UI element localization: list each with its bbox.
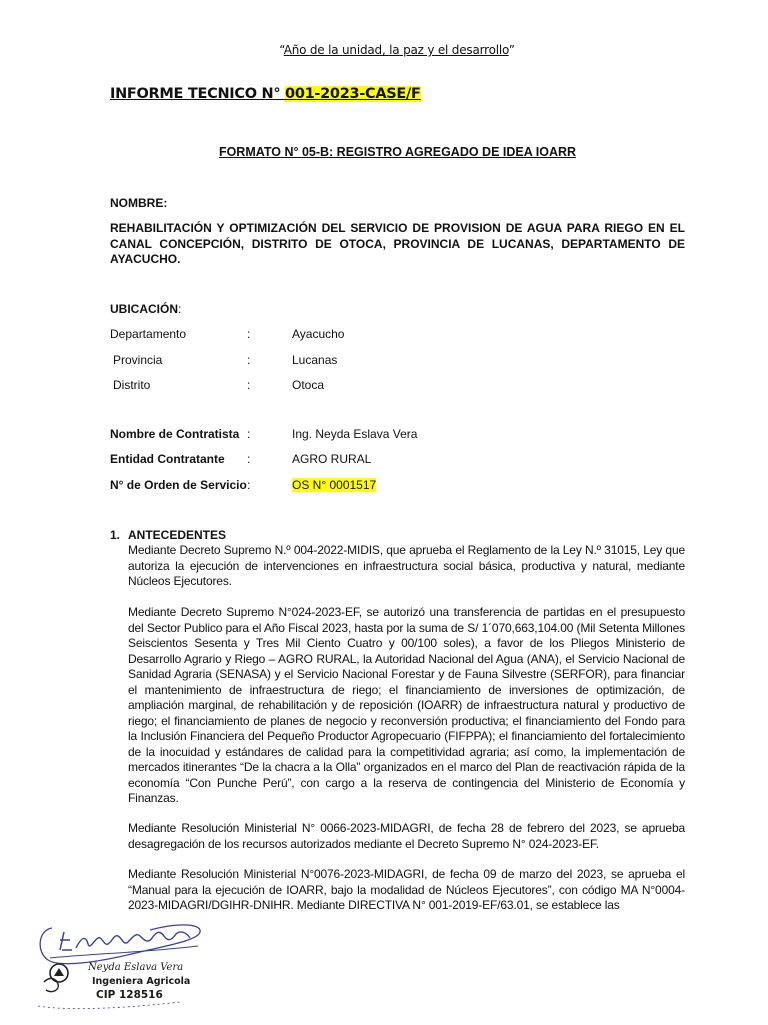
location-key: Provincia: [113, 353, 163, 367]
year-motto: [0, 43, 768, 57]
name-label: NOMBRE:: [110, 196, 168, 210]
service-order-number: OS N° 0001517: [292, 478, 377, 492]
location-value: Otoca: [292, 378, 325, 392]
paragraph: Mediante Resolución Ministerial N° 0066-2023-MIDAGRI, de fecha 28 de febrero del 2023, se aprueba desagregación de los recursos autorizados mediante el Decreto Supremo N° 024-2023-EF.: [128, 821, 685, 851]
motto-open-quote: “: [279, 43, 284, 57]
motto-text: Año de la unidad, la paz y el desarrollo: [283, 43, 509, 57]
report-number: 001-2023-CASE/F: [285, 86, 421, 102]
location-sep: :: [247, 353, 251, 367]
location-sep: :: [247, 378, 251, 392]
location-key: Departamento: [110, 327, 187, 341]
contract-row-contractor: [110, 427, 685, 443]
location-sep: :: [247, 327, 251, 341]
report-title-prefix: INFORME TECNICO N°: [110, 86, 286, 102]
paragraph: Mediante Decreto Supremo N.º 004-2022-MIDIS, que aprueba el Reglamento de la Ley N.º 31015, Ley que autoriza la ejecución de intervenciones en infraestructura social básica, productiva y natural, mediante Núcleos Ejecutores.: [128, 543, 685, 588]
location-key: Distrito: [113, 378, 151, 392]
contract-value: Ing. Neyda Eslava Vera: [292, 427, 418, 441]
location-label-colon: :: [178, 302, 182, 316]
contract-sep: :: [247, 452, 251, 466]
engineering-seal-icon: [48, 962, 70, 984]
location-value: Lucanas: [292, 353, 338, 367]
contract-value: AGRO RURAL: [292, 452, 372, 466]
location-label: [110, 302, 181, 316]
location-row-province: [110, 353, 685, 369]
location-row-department: [110, 327, 685, 343]
location-label-text: UBICACIÓN: [110, 302, 178, 316]
paragraph: Mediante Decreto Supremo N°024-2023-EF, se autorizó una transferencia de partidas en el presupuesto del Sector Publico para el Año Fiscal 2023, hasta por la suma de S/ 1´070,663,104.00 (Mil Setenta Millones Seiscientos Sesenta y Tres Mil Ciento Cuatro y 00/100 soles), a favor de los Pliegos Ministerio de Desarrollo Agrario y Riego – AGRO RURAL, la Autoridad Nacional del Agua (ANA), el Servicio Nacional de Sanidad Agraria (SENASA) y el Servicio Nacional Forestar y de Fauna Silvestre (SERFOR), para financiar el mantenimiento de infraestructura de riego; el financiamiento de inversiones de optimización, de ampliación marginal, de rehabilitación y de reposición (IOARR) de infraestructura natural y productivo de riego; el financiamiento de planes de negocio y reconversión productiva; el financiamiento del Fondo para la Inclusión Financiera del Pequeño Productor Agropecuario (FIFPPA); el financiamiento del fortalecimiento de la inocuidad y estándares de calidad para la competitividad agraria; así como, la implementación de mercados itinerantes “De la chacra a la Olla” organizados en el marco del Plan de reactivación rápida de la economía “Con Punche Perú”, con cargo a la reserva de contingencia del Ministerio de Economía y Finanzas.: [128, 605, 685, 805]
stamp-cip: CIP 128516: [96, 989, 163, 1001]
location-value: Ayacucho: [292, 327, 345, 341]
report-title: [110, 86, 421, 102]
format-title: FORMATO N° 05-B: REGISTRO AGREGADO DE IDEA IOARR: [218, 145, 577, 159]
stamp-name: Neyda Eslava Vera: [88, 962, 184, 973]
contract-key: Nombre de Contratista: [110, 427, 240, 441]
contract-key: Entidad Contratante: [110, 452, 225, 466]
section-heading: [110, 528, 226, 542]
contract-key: N° de Orden de Servicio: [110, 478, 247, 492]
contract-row-entity: [110, 452, 685, 468]
contract-value: [292, 478, 376, 492]
project-name: REHABILITACIÓN Y OPTIMIZACIÓN DEL SERVICIO DE PROVISION DE AGUA PARA RIEGO EN EL CANAL CONCEPCIÓN, DISTRITO DE OTOCA, PROVINCIA DE LUCANAS, DEPARTAMENTO DE AYACUCHO.: [110, 221, 685, 266]
paragraph: Mediante Resolución Ministerial N°0076-2023-MIDAGRI, de fecha 09 de marzo del 2023, se aprueba el “Manual para la ejecución de IOARR, bajo la modalidad de Núcleos Ejecutores”, con código MA N°0004-2023-MIDAGRI/DGIHR-DNIHR. Mediante DIRECTIVA N° 001-2019-EF/63.01, se establece las: [128, 867, 685, 912]
section-title: ANTECEDENTES: [128, 528, 227, 542]
signature-stamp: [30, 910, 215, 1020]
contract-row-order: [110, 478, 685, 494]
contract-sep: :: [247, 478, 251, 492]
section-number: 1.: [110, 528, 121, 542]
motto-close-quote: ”: [508, 43, 515, 57]
stamp-title: Ingeniera Agricola: [92, 976, 191, 987]
location-row-district: [110, 378, 685, 394]
contract-sep: :: [247, 427, 251, 441]
